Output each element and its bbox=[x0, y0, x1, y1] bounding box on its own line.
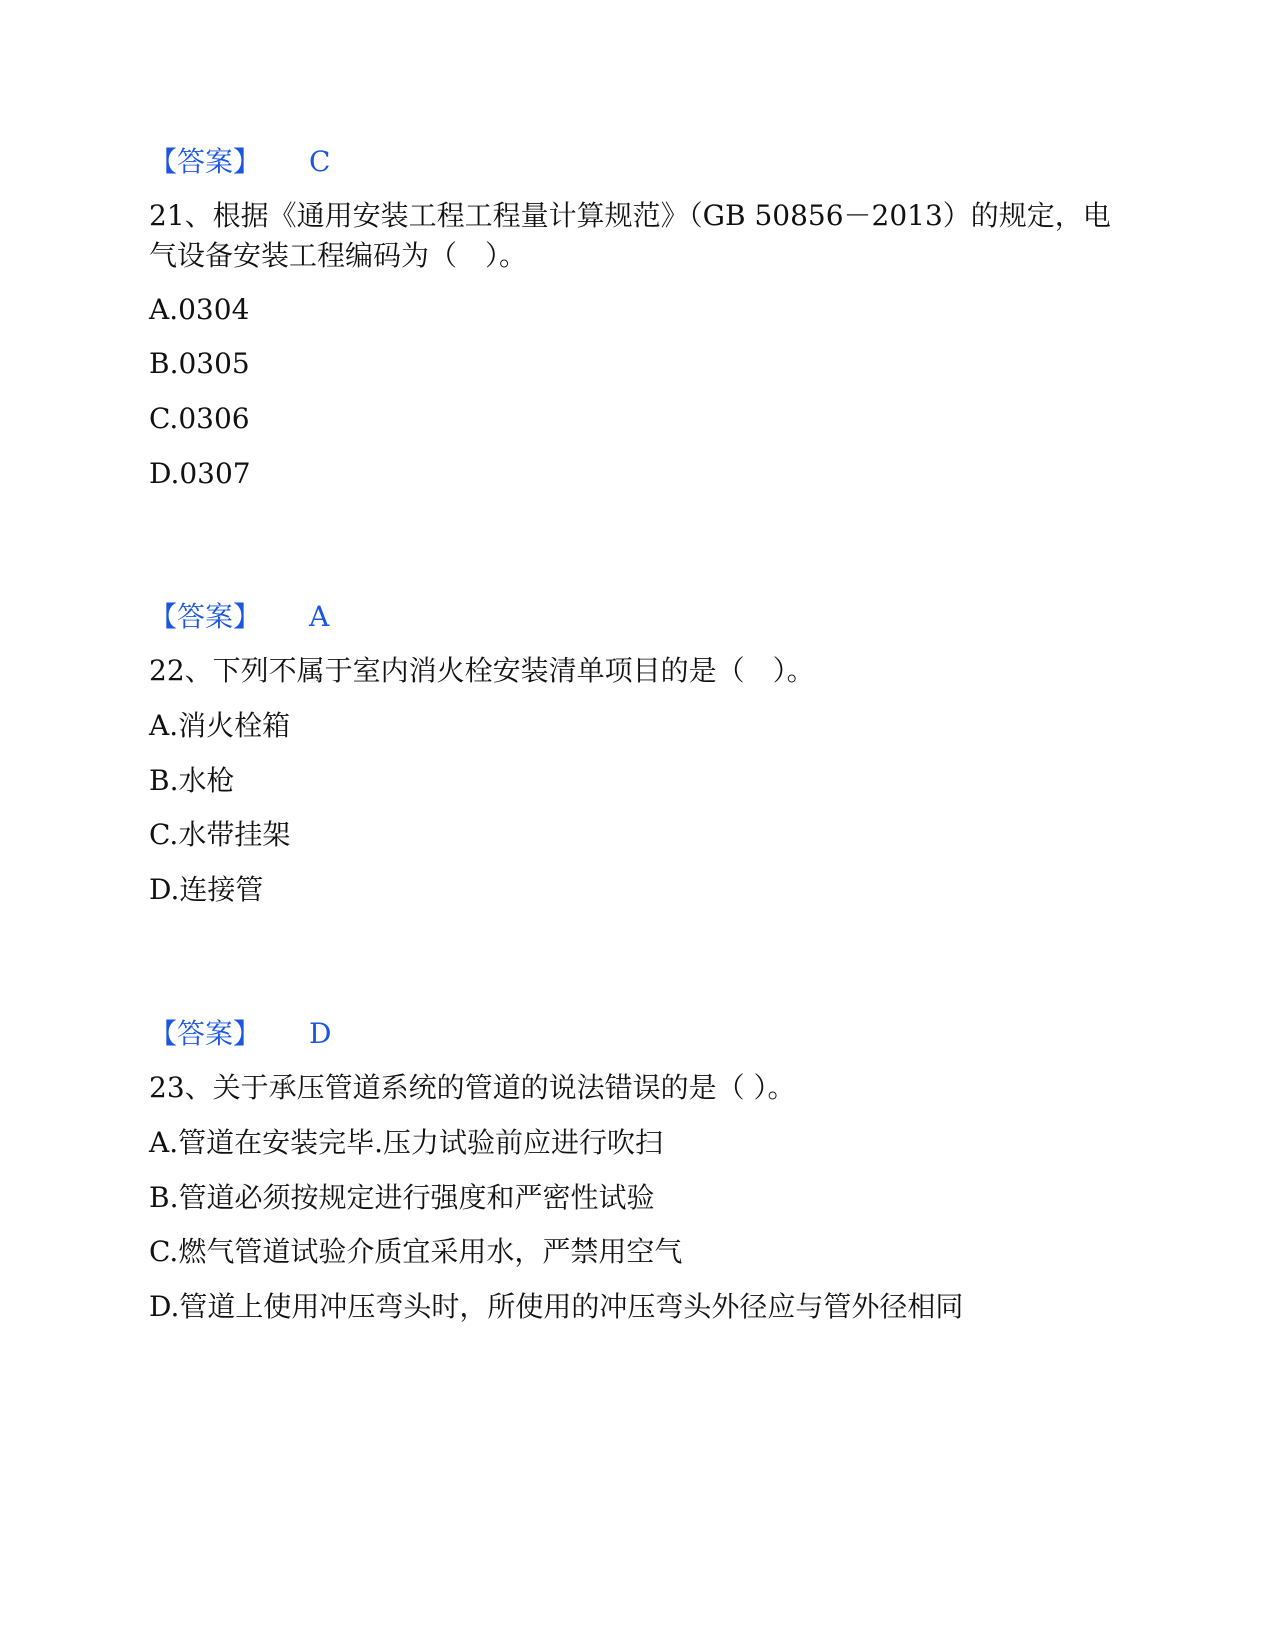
answer-value: A bbox=[309, 600, 330, 633]
question-21-option-a: A.0304 bbox=[149, 293, 250, 326]
answer-value: D bbox=[309, 1017, 332, 1050]
question-22-option-b: B.水枪 bbox=[149, 764, 235, 797]
question-21-option-c: C.0306 bbox=[149, 402, 250, 435]
answer-line bbox=[149, 1014, 332, 1054]
question-22-option-d: D.连接管 bbox=[149, 873, 264, 906]
answer-line bbox=[149, 142, 331, 182]
answer-label: 【答案】 bbox=[149, 145, 262, 178]
question-21-option-b: B.0305 bbox=[149, 347, 250, 380]
question-23-option-b: B.管道必须按规定进行强度和严密性试验 bbox=[149, 1181, 655, 1214]
question-23-option-c: C.燃气管道试验介质宜采用水，严禁用空气 bbox=[149, 1235, 683, 1268]
answer-label: 【答案】 bbox=[149, 600, 262, 633]
question-23-text: 23、关于承压管道系统的管道的说法错误的是（ ）。 bbox=[149, 1071, 796, 1104]
question-23-option-a: A.管道在安装完毕.压力试验前应进行吹扫 bbox=[149, 1126, 664, 1159]
question-22-option-a: A.消火栓箱 bbox=[149, 709, 291, 742]
question-21-text: 21、根据《通用安装工程工程量计算规范》（GB 50856－2013）的规定，电气设备安装工程编码为（ ）。 bbox=[149, 199, 1111, 272]
answer-label: 【答案】 bbox=[149, 1017, 262, 1050]
question-22-text: 22、下列不属于室内消火栓安装清单项目的是（ ）。 bbox=[149, 654, 815, 687]
question-21-option-d: D.0307 bbox=[149, 457, 251, 490]
answer-value: C bbox=[309, 145, 331, 178]
question-22-option-c: C.水带挂架 bbox=[149, 818, 291, 851]
answer-line bbox=[149, 597, 330, 637]
question-23-option-d: D.管道上使用冲压弯头时，所使用的冲压弯头外径应与管外径相同 bbox=[149, 1290, 964, 1323]
